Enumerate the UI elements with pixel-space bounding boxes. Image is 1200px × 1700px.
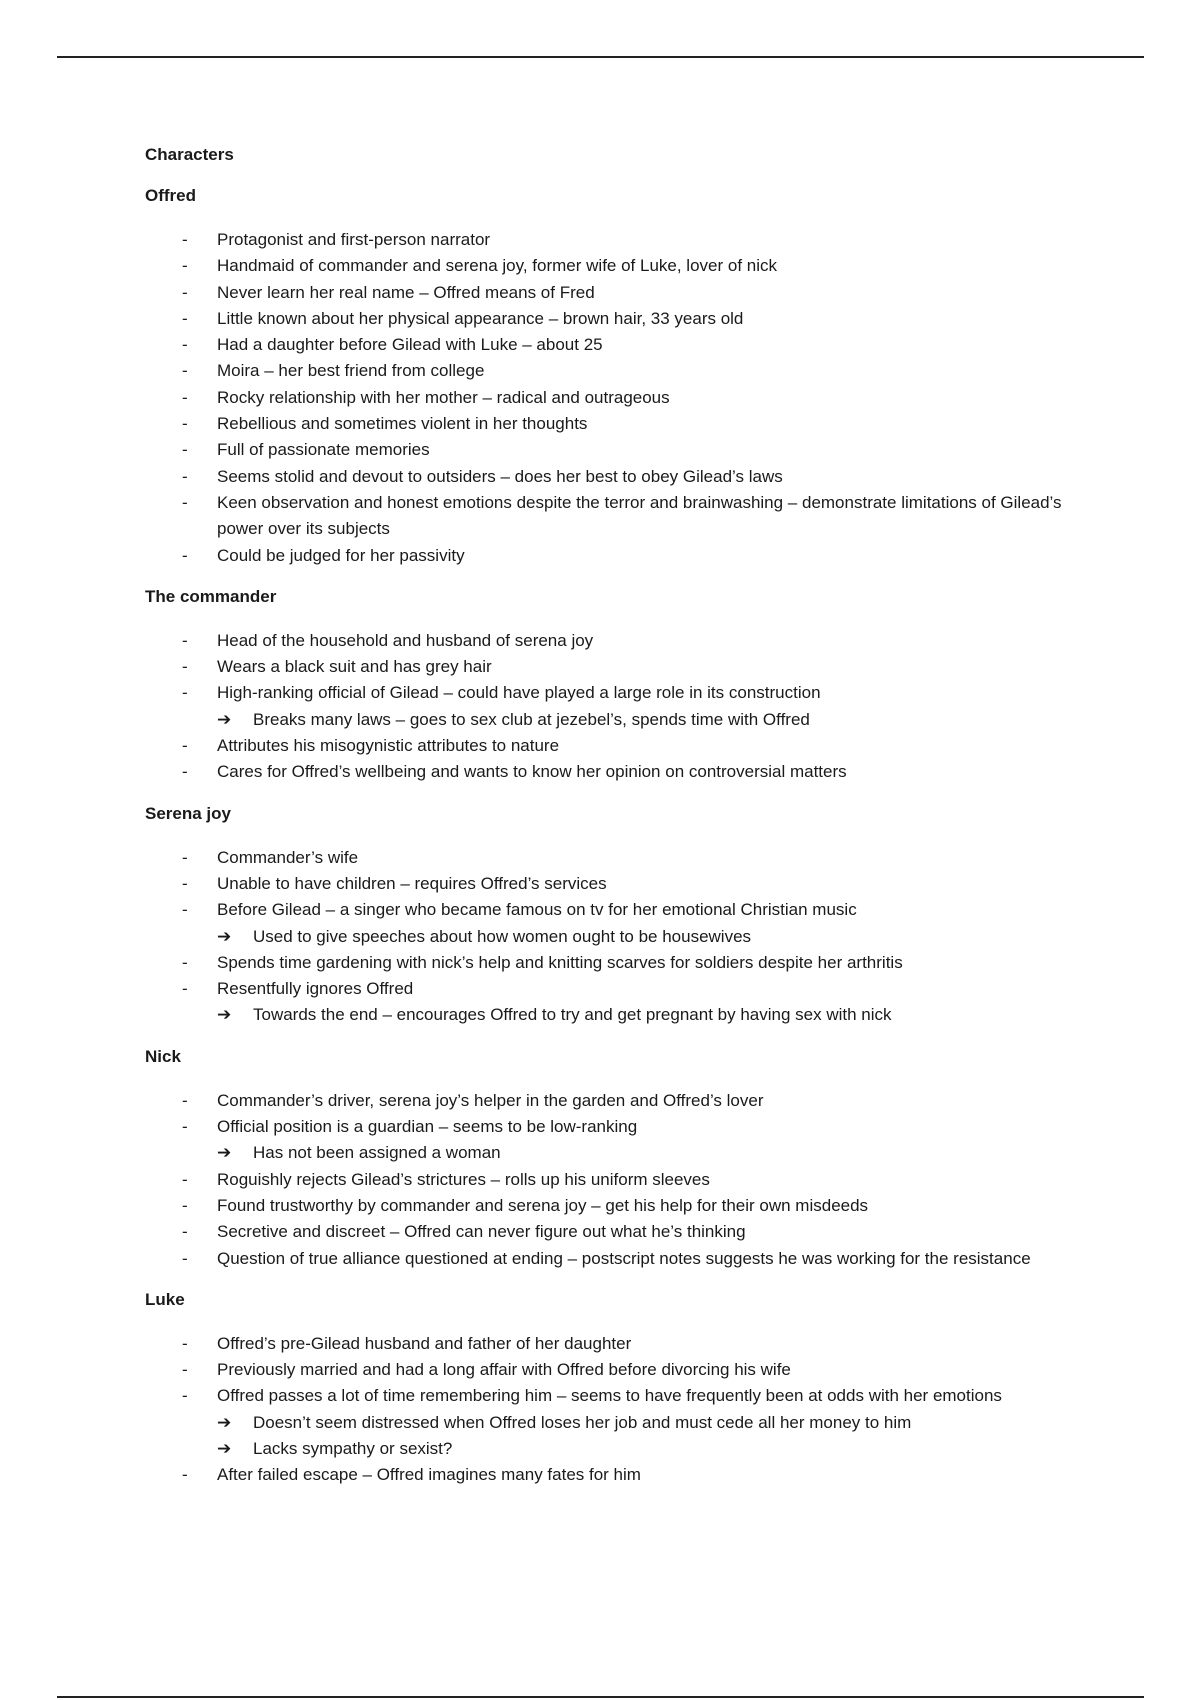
arrow-right-icon: ➔ <box>217 1438 232 1458</box>
list-item-text: Rebellious and sometimes violent in her thoughts <box>217 414 588 434</box>
list-item <box>145 759 1075 785</box>
list-item <box>145 1357 1075 1383</box>
list-item-text: Official position is a guardian – seems to be low-ranking <box>217 1117 638 1137</box>
arrow-right-icon: ➔ <box>217 926 232 946</box>
list-item <box>145 227 1075 253</box>
list-item-text: High-ranking official of Gilead – could have played a large role in its construction <box>217 683 821 703</box>
list-item-text: Attributes his misogynistic attributes to nature <box>217 736 560 756</box>
list-item <box>145 1088 1075 1114</box>
page-title: Characters <box>145 145 234 164</box>
list-item <box>145 1167 1075 1193</box>
list-item-text: After failed escape – Offred imagines many fates for him <box>217 1465 641 1485</box>
list-item-text: Commander’s driver, serena joy’s helper in the garden and Offred’s lover <box>217 1090 764 1110</box>
list-item <box>145 306 1075 332</box>
arrow-right-icon: ➔ <box>217 1412 232 1432</box>
list-item-text: Head of the household and husband of serena joy <box>217 630 594 650</box>
list-item-text: Before Gilead – a singer who became famous on tv for her emotional Christian music <box>217 900 857 920</box>
list-item-text: Rocky relationship with her mother – radical and outrageous <box>217 387 670 407</box>
list-item <box>145 253 1075 279</box>
list-item <box>145 680 1075 706</box>
section-heading: Offred <box>145 186 196 205</box>
list-item-text: Towards the end – encourages Offred to try and get pregnant by having sex with nick <box>253 1005 892 1025</box>
bullet-list <box>145 1088 1075 1272</box>
list-item-text: Spends time gardening with nick’s help and knitting scarves for soldiers despite her arthritis <box>217 952 903 972</box>
header-rule <box>57 56 1144 58</box>
list-item-text: Offred passes a lot of time remembering him – seems to have frequently been at odds with her emotions <box>217 1386 1002 1406</box>
list-item-text: Doesn’t seem distressed when Offred loses her job and must cede all her money to him <box>253 1412 912 1432</box>
list-item-text: Roguishly rejects Gilead’s strictures – rolls up his uniform sleeves <box>217 1169 710 1189</box>
list-item-text: Question of true alliance questioned at ending – postscript notes suggests he was working for the resistance <box>217 1248 1031 1268</box>
bullet-list <box>145 1331 1075 1489</box>
arrow-right-icon: ➔ <box>217 1005 232 1025</box>
sub-list-item <box>145 707 1075 733</box>
list-item-text: Moira – her best friend from college <box>217 361 485 381</box>
list-item-text: Little known about her physical appearance – brown hair, 33 years old <box>217 308 744 328</box>
bullet-list <box>145 845 1075 1029</box>
section-heading: The commander <box>145 586 277 606</box>
list-item <box>145 411 1075 437</box>
list-item <box>145 845 1075 871</box>
list-item-text: Has not been assigned a woman <box>253 1143 501 1163</box>
list-item <box>145 976 1075 1002</box>
list-item <box>145 733 1075 759</box>
list-item <box>145 385 1075 411</box>
sub-list-item <box>145 1410 1075 1436</box>
list-item-text: Lacks sympathy or sexist? <box>253 1438 453 1458</box>
document-body <box>145 144 1075 1506</box>
list-item <box>145 464 1075 490</box>
list-item <box>145 1114 1075 1140</box>
sub-list-item <box>145 1436 1075 1462</box>
list-item <box>145 1219 1075 1245</box>
sub-list-item <box>145 1140 1075 1166</box>
list-item-text: Secretive and discreet – Offred can never figure out what he’s thinking <box>217 1222 746 1242</box>
list-item <box>145 1462 1075 1488</box>
list-item-text: Had a daughter before Gilead with Luke – about 25 <box>217 335 603 355</box>
arrow-right-icon: ➔ <box>217 1143 232 1163</box>
list-item <box>145 628 1075 654</box>
bullet-list <box>145 227 1075 569</box>
list-item <box>145 1383 1075 1409</box>
list-item-text: Wears a black suit and has grey hair <box>217 657 492 677</box>
list-item <box>145 280 1075 306</box>
footer-rule <box>57 1696 1144 1698</box>
list-item <box>145 1193 1075 1219</box>
list-item-text: Seems stolid and devout to outsiders – does her best to obey Gilead’s laws <box>217 466 783 486</box>
arrow-right-icon: ➔ <box>217 709 232 729</box>
list-item-text: Previously married and had a long affair with Offred before divorcing his wife <box>217 1360 791 1380</box>
sub-list-item <box>145 1002 1075 1028</box>
list-item <box>145 358 1075 384</box>
section-heading: Nick <box>145 1046 181 1066</box>
list-item <box>145 1331 1075 1357</box>
list-item <box>145 437 1075 463</box>
list-item-text: Found trustworthy by commander and serena joy – get his help for their own misdeeds <box>217 1195 869 1215</box>
list-item-text: Resentfully ignores Offred <box>217 979 414 999</box>
list-item <box>145 654 1075 680</box>
list-item <box>145 332 1075 358</box>
list-item <box>145 950 1075 976</box>
sub-list-item <box>145 924 1075 950</box>
list-item-text: Commander’s wife <box>217 847 359 867</box>
section-heading: Serena joy <box>145 803 231 823</box>
list-item-text: Offred’s pre-Gilead husband and father of her daughter <box>217 1333 632 1353</box>
sections-container <box>145 185 1075 1489</box>
list-item <box>145 1246 1075 1272</box>
list-item-text: Full of passionate memories <box>217 440 430 460</box>
list-item-text: Breaks many laws – goes to sex club at jezebel’s, spends time with Offred <box>253 709 810 729</box>
bullet-list <box>145 628 1075 786</box>
list-item-text: Used to give speeches about how women ought to be housewives <box>253 926 752 946</box>
list-item <box>145 871 1075 897</box>
list-item-text: Unable to have children – requires Offred’s services <box>217 873 607 893</box>
list-item-text: Cares for Offred’s wellbeing and wants to know her opinion on controversial matters <box>217 762 847 782</box>
list-item-text: Keen observation and honest emotions despite the terror and brainwashing – demonstrate limitations of Gilead’s power over its subjects <box>217 492 1062 539</box>
section-heading: Luke <box>145 1289 185 1309</box>
list-item <box>145 897 1075 923</box>
list-item-text: Handmaid of commander and serena joy, former wife of Luke, lover of nick <box>217 256 778 276</box>
list-item <box>145 543 1075 569</box>
list-item-text: Never learn her real name – Offred means of Fred <box>217 282 595 302</box>
list-item-text: Could be judged for her passivity <box>217 545 465 565</box>
list-item <box>145 490 1075 543</box>
list-item-text: Protagonist and first-person narrator <box>217 230 491 249</box>
